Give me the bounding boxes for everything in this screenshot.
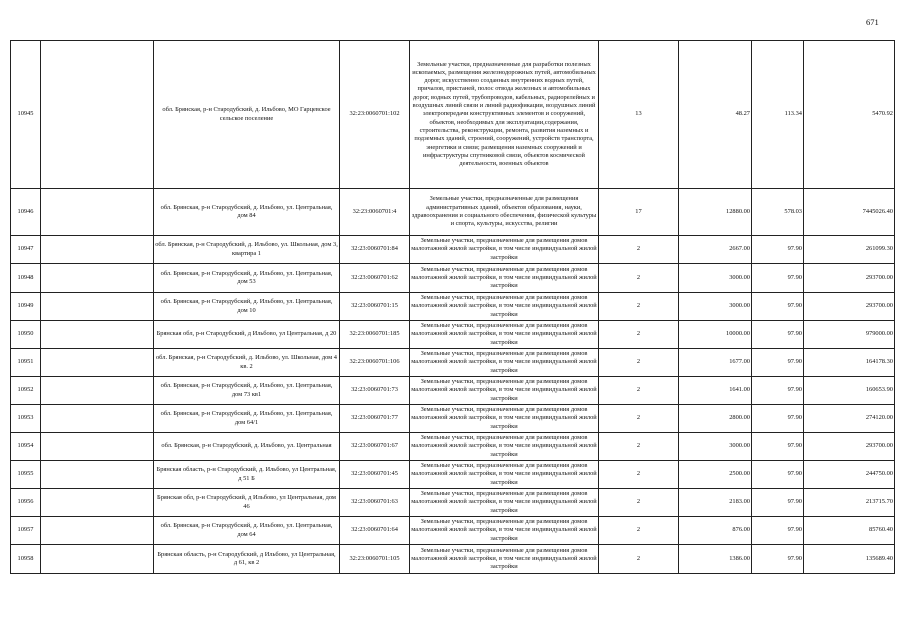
land-use-cell: Земельные участки, предназначенные для размещения домов малоэтажной жилой застройки, в том числе индивидуальной жилой застройки xyxy=(410,236,599,264)
cadastral-number-cell: 32:23:0060701:15 xyxy=(340,293,410,321)
area-cell: 48.27 xyxy=(679,41,752,189)
category-cell: 2 xyxy=(599,236,679,264)
value-cell: 293700.00 xyxy=(804,433,895,461)
cadastral-number-cell: 32:23:0060701:102 xyxy=(340,41,410,189)
value-cell: 261099.30 xyxy=(804,236,895,264)
row-id: 10953 xyxy=(11,405,41,433)
value-cell: 244750.00 xyxy=(804,461,895,489)
table-row xyxy=(11,545,895,574)
table-row xyxy=(11,433,895,461)
rate-cell: 97.90 xyxy=(752,545,804,574)
value-cell: 213715.70 xyxy=(804,489,895,517)
rate-cell: 97.90 xyxy=(752,236,804,264)
cadastral-number-cell: 32:23:0060701:45 xyxy=(340,461,410,489)
value-cell: 293700.00 xyxy=(804,293,895,321)
row-id: 10952 xyxy=(11,377,41,405)
category-cell: 2 xyxy=(599,517,679,545)
value-cell: 5470.92 xyxy=(804,41,895,189)
address-cell: Брянская обл, р-н Стародубский, д Ильбово, ул Центральная, д 20 xyxy=(154,321,340,349)
table-row xyxy=(11,189,895,236)
empty-cell xyxy=(41,293,154,321)
empty-cell xyxy=(41,545,154,574)
rate-cell: 97.90 xyxy=(752,461,804,489)
address-cell: обл. Брянская, р-н Стародубский, д. Ильбово, ул. Школьная, дом 4 кв. 2 xyxy=(154,349,340,377)
address-cell: обл. Брянская, р-н Стародубский, д. Ильбово, ул. Центральная, дом 64/1 xyxy=(154,405,340,433)
cadastral-number-cell: 32:23:0060701:4 xyxy=(340,189,410,236)
land-use-cell: Земельные участки, предназначенные для размещения административных зданий, объектов образования, науки, здравоохранения и социального обеспечения, физической культуры и спорта, культуры, искусства, религии xyxy=(410,189,599,236)
empty-cell xyxy=(41,321,154,349)
rate-cell: 97.90 xyxy=(752,489,804,517)
category-cell: 2 xyxy=(599,264,679,293)
table-row xyxy=(11,489,895,517)
category-cell: 2 xyxy=(599,377,679,405)
rate-cell: 97.90 xyxy=(752,405,804,433)
page-number: 671 xyxy=(866,17,879,27)
empty-cell xyxy=(41,189,154,236)
category-cell: 2 xyxy=(599,321,679,349)
address-cell: обл. Брянская, р-н Стародубский, д. Ильбово, ул. Центральная, дом 73 кв1 xyxy=(154,377,340,405)
area-cell: 12880.00 xyxy=(679,189,752,236)
area-cell: 876.00 xyxy=(679,517,752,545)
category-cell: 2 xyxy=(599,489,679,517)
cadastral-number-cell: 32:23:0060701:77 xyxy=(340,405,410,433)
category-cell: 2 xyxy=(599,405,679,433)
table-row xyxy=(11,41,895,189)
land-use-cell: Земельные участки, предназначенные для размещения домов малоэтажной жилой застройки, в том числе индивидуальной жилой застройки xyxy=(410,433,599,461)
table-row xyxy=(11,405,895,433)
land-use-cell: Земельные участки, предназначенные для размещения домов малоэтажной жилой застройки, в том числе индивидуальной жилой застройки xyxy=(410,405,599,433)
land-use-cell: Земельные участки, предназначенные для размещения домов малоэтажной жилой застройки, в том числе индивидуальной жилой застройки xyxy=(410,377,599,405)
area-cell: 2183.00 xyxy=(679,489,752,517)
area-cell: 3000.00 xyxy=(679,293,752,321)
land-use-cell: Земельные участки, предназначенные для размещения домов малоэтажной жилой застройки, в том числе индивидуальной жилой застройки xyxy=(410,264,599,293)
row-id: 10945 xyxy=(11,41,41,189)
cadastral-number-cell: 32:23:0060701:73 xyxy=(340,377,410,405)
address-cell: обл. Брянская, р-н Стародубский, д. Ильбово, ул. Центральная xyxy=(154,433,340,461)
value-cell: 160653.90 xyxy=(804,377,895,405)
cadastral-number-cell: 32:23:0060701:64 xyxy=(340,517,410,545)
rate-cell: 113.34 xyxy=(752,41,804,189)
area-cell: 10000.00 xyxy=(679,321,752,349)
category-cell: 13 xyxy=(599,41,679,189)
rate-cell: 97.90 xyxy=(752,377,804,405)
land-register-table xyxy=(10,40,895,574)
address-cell: обл. Брянская, р-н Стародубский, д. Ильбово, ул. Центральная, дом 10 xyxy=(154,293,340,321)
address-cell: обл. Брянская, р-н Стародубский, д. Ильбово, ул. Центральная, дом 84 xyxy=(154,189,340,236)
address-cell: Брянская область, р-н Стародубский, д. Ильбово, ул Центральная, д 51 Б xyxy=(154,461,340,489)
rate-cell: 97.90 xyxy=(752,264,804,293)
address-cell: обл. Брянская, р-н Стародубский, д. Ильбово, ул. Центральная, дом 64 xyxy=(154,517,340,545)
rate-cell: 578.03 xyxy=(752,189,804,236)
value-cell: 85760.40 xyxy=(804,517,895,545)
empty-cell xyxy=(41,517,154,545)
table-row xyxy=(11,349,895,377)
empty-cell xyxy=(41,349,154,377)
area-cell: 1641.00 xyxy=(679,377,752,405)
value-cell: 7445026.40 xyxy=(804,189,895,236)
row-id: 10949 xyxy=(11,293,41,321)
empty-cell xyxy=(41,489,154,517)
land-use-cell: Земельные участки, предназначенные для размещения домов малоэтажной жилой застройки, в том числе индивидуальной жилой застройки xyxy=(410,545,599,574)
cadastral-number-cell: 32:23:0060701:84 xyxy=(340,236,410,264)
cadastral-number-cell: 32:23:0060701:67 xyxy=(340,433,410,461)
row-id: 10955 xyxy=(11,461,41,489)
row-id: 10957 xyxy=(11,517,41,545)
land-use-cell: Земельные участки, предназначенные для размещения домов малоэтажной жилой застройки, в том числе индивидуальной жилой застройки xyxy=(410,321,599,349)
category-cell: 2 xyxy=(599,293,679,321)
area-cell: 1677.00 xyxy=(679,349,752,377)
cadastral-number-cell: 32:23:0060701:105 xyxy=(340,545,410,574)
table-row xyxy=(11,264,895,293)
address-cell: Брянская область, р-н Стародубский, д Ильбово, ул Центральная, д 61, кв 2 xyxy=(154,545,340,574)
area-cell: 3000.00 xyxy=(679,433,752,461)
address-cell: обл. Брянская, р-н Стародубский, д. Ильбово, МО Гарцевское сельское поселение xyxy=(154,41,340,189)
empty-cell xyxy=(41,433,154,461)
value-cell: 135689.40 xyxy=(804,545,895,574)
land-use-cell: Земельные участки, предназначенные для размещения домов малоэтажной жилой застройки, в том числе индивидуальной жилой застройки xyxy=(410,349,599,377)
cadastral-number-cell: 32:23:0060701:63 xyxy=(340,489,410,517)
row-id: 10954 xyxy=(11,433,41,461)
category-cell: 2 xyxy=(599,349,679,377)
rate-cell: 97.90 xyxy=(752,321,804,349)
area-cell: 3000.00 xyxy=(679,264,752,293)
value-cell: 979000.00 xyxy=(804,321,895,349)
cadastral-number-cell: 32:23:0060701:106 xyxy=(340,349,410,377)
row-id: 10956 xyxy=(11,489,41,517)
empty-cell xyxy=(41,405,154,433)
area-cell: 2500.00 xyxy=(679,461,752,489)
value-cell: 293700.00 xyxy=(804,264,895,293)
value-cell: 274120.00 xyxy=(804,405,895,433)
row-id: 10946 xyxy=(11,189,41,236)
cadastral-number-cell: 32:23:0060701:185 xyxy=(340,321,410,349)
area-cell: 2667.00 xyxy=(679,236,752,264)
land-use-cell: Земельные участки, предназначенные для размещения домов малоэтажной жилой застройки, в том числе индивидуальной жилой застройки xyxy=(410,293,599,321)
rate-cell: 97.90 xyxy=(752,293,804,321)
category-cell: 2 xyxy=(599,545,679,574)
table-row xyxy=(11,236,895,264)
land-use-cell: Земельные участки, предназначенные для разработки полезных ископаемых, размещения железнодорожных путей, автомобильных дорог, искусственно созданных внутренних водных путей, причалов, пристаней, полос отвода железных и автомобильных дорог, водных путей, трубопроводов, кабельных, радиорелейных и воздушных линий связи и линий радиофикации, воздушных линий электропередачи конструктивных элементов и сооружений, объектов, необходимых для эксплуатации,содержания, строительства, реконструкции, ремонта, развития наземных и подземных зданий, строений, сооружений, устройств транспорта, энергетики и связи; размещения наземных сооружений и инфраструктуры спутниковой связи, объектов космической деятельности, военных объектов xyxy=(410,41,599,189)
category-cell: 17 xyxy=(599,189,679,236)
row-id: 10958 xyxy=(11,545,41,574)
address-cell: обл. Брянская, р-н Стародубский, д. Ильбово, ул. Центральная, дом 53 xyxy=(154,264,340,293)
area-cell: 1386.00 xyxy=(679,545,752,574)
empty-cell xyxy=(41,461,154,489)
empty-cell xyxy=(41,236,154,264)
land-use-cell: Земельные участки, предназначенные для размещения домов малоэтажной жилой застройки, в том числе индивидуальной жилой застройки xyxy=(410,517,599,545)
table-body xyxy=(11,41,895,574)
category-cell: 2 xyxy=(599,433,679,461)
cadastral-number-cell: 32:23:0060701:62 xyxy=(340,264,410,293)
value-cell: 164178.30 xyxy=(804,349,895,377)
row-id: 10951 xyxy=(11,349,41,377)
empty-cell xyxy=(41,41,154,189)
rate-cell: 97.90 xyxy=(752,349,804,377)
row-id: 10948 xyxy=(11,264,41,293)
table-row xyxy=(11,321,895,349)
table-row xyxy=(11,293,895,321)
address-cell: обл. Брянская, р-н Стародубский, д. Ильбово, ул. Школьная, дом 3, квартира 1 xyxy=(154,236,340,264)
land-use-cell: Земельные участки, предназначенные для размещения домов малоэтажной жилой застройки, в том числе индивидуальной жилой застройки xyxy=(410,461,599,489)
row-id: 10950 xyxy=(11,321,41,349)
land-use-cell: Земельные участки, предназначенные для размещения домов малоэтажной жилой застройки, в том числе индивидуальной жилой застройки xyxy=(410,489,599,517)
table-row xyxy=(11,517,895,545)
rate-cell: 97.90 xyxy=(752,517,804,545)
empty-cell xyxy=(41,264,154,293)
table-row xyxy=(11,377,895,405)
row-id: 10947 xyxy=(11,236,41,264)
rate-cell: 97.90 xyxy=(752,433,804,461)
address-cell: Брянская обл, р-н Стародубский, д Ильбово, ул Центральная, дом 46 xyxy=(154,489,340,517)
category-cell: 2 xyxy=(599,461,679,489)
table-row xyxy=(11,461,895,489)
empty-cell xyxy=(41,377,154,405)
area-cell: 2800.00 xyxy=(679,405,752,433)
